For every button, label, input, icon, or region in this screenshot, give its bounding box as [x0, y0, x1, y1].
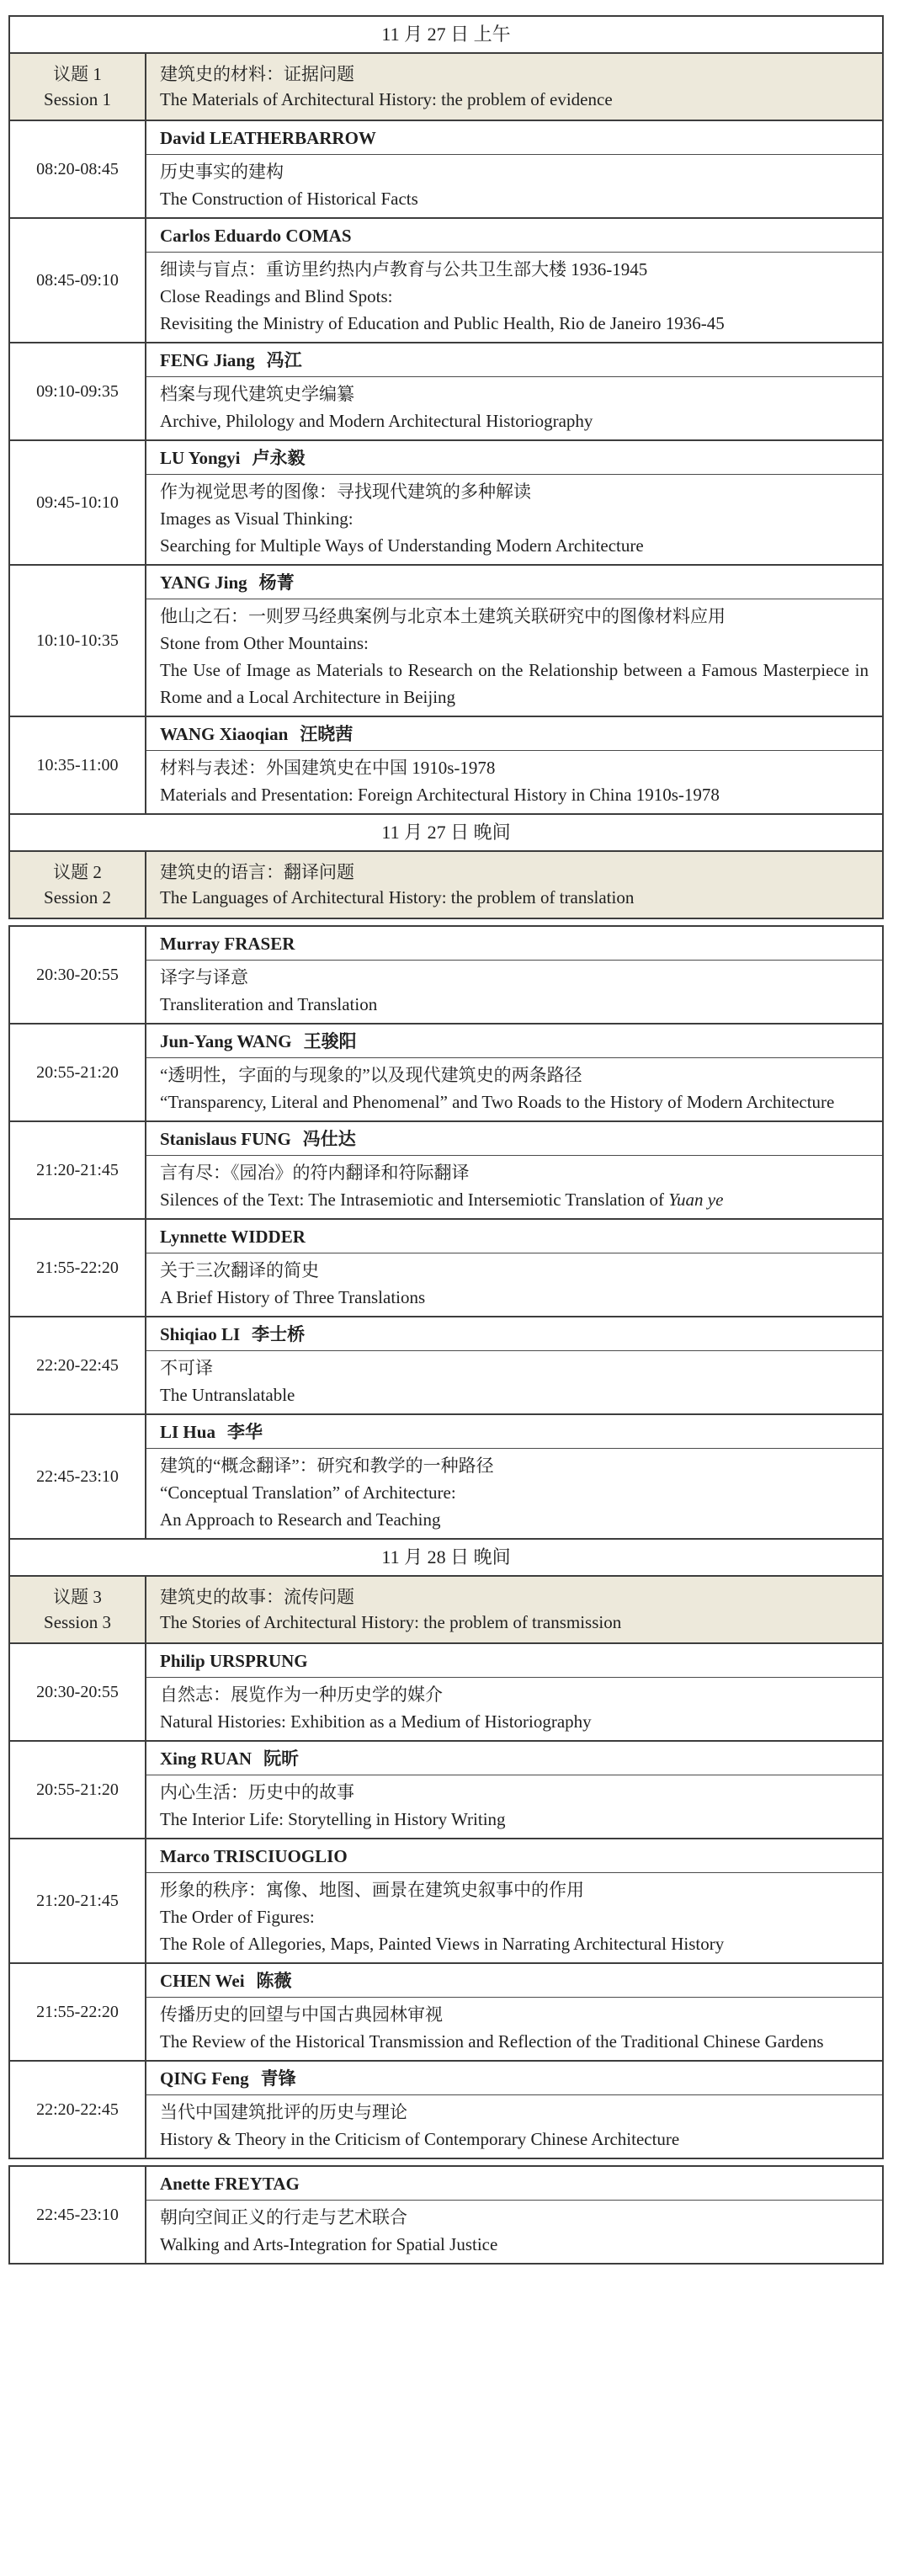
talk-content: [146, 1122, 882, 1218]
time-cell: [10, 1122, 146, 1218]
time-cell: [10, 1964, 146, 2060]
speaker-name-row: [146, 927, 882, 961]
talk-title-text: Silences of the Text: The Intrasemiotic and Intersemiotic Translation of: [160, 1190, 669, 1210]
talk-title-cell: [146, 751, 882, 813]
talk-row: [10, 927, 882, 1023]
speaker-name-row: [146, 1415, 882, 1449]
speaker-name-zh: 杨菁: [258, 572, 295, 593]
talk-title-line: [160, 1479, 869, 1506]
talk-title-cell: [146, 1156, 882, 1218]
session-number-zh: 议题 3: [53, 1587, 102, 1607]
talk-title-cell: [146, 2201, 882, 2263]
speaker-name-row: [146, 121, 882, 155]
session-title-en: The Languages of Architectural History: the problem of translation: [160, 887, 635, 907]
speaker-name-zh: 冯江: [266, 350, 302, 370]
talk-title-text: 不可译: [160, 1358, 213, 1378]
speaker-name-row: [146, 343, 882, 377]
session-number-en: Session 1: [44, 89, 111, 109]
session-number-cell: [10, 1577, 146, 1642]
talk-time: 08:45-09:10: [36, 271, 119, 290]
talk-time: 22:20-22:45: [36, 1356, 119, 1375]
talk-row: [10, 564, 882, 716]
time-cell: [10, 1839, 146, 1962]
talk-title-line: [160, 256, 869, 283]
time-cell: [10, 1415, 146, 1538]
talk-row: [10, 217, 882, 342]
time-cell: [10, 1644, 146, 1740]
talk-title-text: Searching for Multiple Ways of Understanding Modern Architecture: [160, 535, 644, 556]
talk-title-line: [160, 1779, 869, 1806]
talk-row: [10, 342, 882, 439]
talk-title-text: 档案与现代建筑史学编纂: [160, 384, 354, 404]
speaker-name-row: [146, 1644, 882, 1678]
talk-title-line: [160, 964, 869, 991]
talk-title-line: [160, 1903, 869, 1930]
talk-time: 09:45-10:10: [36, 493, 119, 512]
talk-content: [146, 1317, 882, 1413]
session-title-en: The Materials of Architectural History: the problem of evidence: [160, 89, 613, 109]
talk-title-text: Materials and Presentation: Foreign Architectural History in China 1910s-1978: [160, 785, 720, 805]
speaker-name-row: [146, 717, 882, 751]
talk-title-text: The Interior Life: Storytelling in History Writing: [160, 1809, 506, 1829]
talk-content: [146, 2062, 882, 2158]
talk-title-text: 他山之石：一则罗马经典案例与北京本土建筑关联研究中的图像材料应用: [160, 606, 726, 626]
time-cell: [10, 927, 146, 1023]
talk-time: 21:55-22:20: [36, 1259, 119, 1277]
speaker-name-row: [146, 2167, 882, 2201]
talk-title-text: 材料与表述：外国建筑史在中国 1910s-1978: [160, 758, 496, 778]
talk-content: [146, 1964, 882, 2060]
talk-title-text: “透明性，字面的与现象的”以及现代建筑史的两条路径: [160, 1065, 582, 1085]
talk-title-text: 细读与盲点：重访里约热内卢教育与公共卫生部大楼 1936-1945: [160, 259, 648, 279]
talk-title-text: History & Theory in the Criticism of Contemporary Chinese Architecture: [160, 2129, 680, 2149]
talk-title-cell: [146, 599, 882, 716]
talk-title-cell: [146, 377, 882, 439]
talk-row: [10, 2167, 882, 2263]
talk-title-line: [160, 505, 869, 532]
talk-title-line: [160, 1930, 869, 1957]
talk-time: 21:55-22:20: [36, 2003, 119, 2021]
session-number-zh: 议题 2: [53, 862, 102, 882]
talk-row: [10, 120, 882, 217]
talk-row: [10, 1023, 882, 1120]
talk-row: [10, 1218, 882, 1316]
talk-title-line: [160, 381, 869, 407]
talk-row: [10, 1413, 882, 1538]
speaker-name-en: Philip URSPRUNG: [160, 1651, 308, 1671]
session-number-zh: 议题 1: [53, 64, 102, 84]
speaker-name-row: [146, 441, 882, 475]
session-title-zh: 建筑史的故事：流传问题: [160, 1587, 354, 1607]
session-number-en: Session 3: [44, 1612, 111, 1632]
session-title-en: The Stories of Architectural History: the problem of transmission: [160, 1612, 622, 1632]
talk-title-text: The Use of Image as Materials to Research on the Relationship between a Famous Masterpiece in Rome and a Local Architecture in Beijing: [160, 660, 869, 707]
session-title-zh: 建筑史的材料：证据问题: [160, 64, 354, 84]
speaker-name-en: CHEN Wei: [160, 1971, 245, 1991]
speaker-name-en: Murray FRASER: [160, 934, 295, 954]
session-header-row: [10, 52, 882, 120]
date-header: 11 月 27 日 上午: [10, 17, 882, 52]
talk-content: [146, 1220, 882, 1316]
talk-title-text: 传播历史的回望与中国古典园林审视: [160, 2004, 443, 2025]
talk-title-cell: [146, 475, 882, 564]
time-cell: [10, 343, 146, 439]
talk-title-cell: [146, 155, 882, 217]
talk-title-text: The Untranslatable: [160, 1385, 295, 1405]
talk-title-cell: [146, 961, 882, 1023]
talk-title-text: 译字与译意: [160, 967, 248, 987]
speaker-name-en: Jun-Yang WANG: [160, 1031, 292, 1051]
talk-time: 20:55-21:20: [36, 1780, 119, 1799]
speaker-name-row: [146, 219, 882, 253]
talk-time: 10:35-11:00: [36, 756, 119, 774]
talk-title-text: Stone from Other Mountains:: [160, 633, 369, 653]
talk-time: 20:30-20:55: [36, 1683, 119, 1701]
talk-time: 20:30-20:55: [36, 966, 119, 984]
talk-title-text: 内心生活：历史中的故事: [160, 1782, 354, 1802]
talk-row: [10, 716, 882, 813]
time-cell: [10, 1220, 146, 1316]
speaker-name-row: [146, 2062, 882, 2095]
talk-title-line: [160, 158, 869, 185]
speaker-name-zh: 王骏阳: [303, 1031, 357, 1051]
speaker-name-en: WANG Xiaoqian: [160, 724, 289, 744]
talk-title-cell: [146, 1058, 882, 1120]
speaker-name-row: [146, 566, 882, 599]
time-cell: [10, 1742, 146, 1838]
date-header: 11 月 28 日 晚间: [10, 1538, 882, 1575]
talk-title-text: The Review of the Historical Transmission and Reflection of the Traditional Chinese Gardens: [160, 2031, 824, 2052]
talk-title-line: [160, 754, 869, 781]
talk-title-text: The Construction of Historical Facts: [160, 189, 418, 209]
talk-title-line: [160, 1284, 869, 1311]
speaker-name-zh: 青锋: [260, 2068, 296, 2089]
talk-title-text: An Approach to Research and Teaching: [160, 1509, 441, 1530]
talk-content: [146, 566, 882, 716]
talk-title-text: 关于三次翻译的简史: [160, 1260, 319, 1280]
talk-title-line: [160, 1681, 869, 1708]
talk-title-text: A Brief History of Three Translations: [160, 1287, 426, 1307]
speaker-name-row: [146, 1220, 882, 1253]
speaker-name-zh: 李华: [226, 1422, 263, 1442]
talk-title-cell: [146, 2095, 882, 2158]
speaker-name-row: [146, 1317, 882, 1351]
speaker-name-en: Shiqiao LI: [160, 1324, 241, 1344]
talk-content: [146, 1839, 882, 1962]
speaker-name-en: LI Hua: [160, 1422, 215, 1442]
talk-title-text: “Transparency, Literal and Phenomenal” and Two Roads to the History of Modern Architecture: [160, 1092, 835, 1112]
talk-title-line: [160, 2028, 869, 2055]
speaker-name-en: Stanislaus FUNG: [160, 1129, 291, 1149]
talk-title-text: 自然志：展览作为一种历史学的媒介: [160, 1685, 443, 1705]
talk-title-line: [160, 532, 869, 559]
talk-title-text: 朝向空间正义的行走与艺术联合: [160, 2207, 407, 2227]
talk-title-line: [160, 1381, 869, 1408]
talk-content: [146, 717, 882, 813]
talk-title-line: [160, 1257, 869, 1284]
talk-title-line: [160, 630, 869, 657]
talk-row: [10, 439, 882, 564]
time-cell: [10, 2167, 146, 2263]
talk-time: 08:20-08:45: [36, 160, 119, 178]
talk-content: [146, 1644, 882, 1740]
speaker-name-row: [146, 1122, 882, 1156]
time-cell: [10, 2062, 146, 2158]
speaker-name-zh: 阮昕: [263, 1748, 300, 1769]
talk-title-line: [160, 1186, 869, 1213]
talk-title-cell: [146, 1449, 882, 1538]
talk-title-italic: Yuan ye: [668, 1190, 724, 1210]
talk-content: [146, 219, 882, 342]
talk-title-text: Transliteration and Translation: [160, 994, 378, 1014]
speaker-name-zh: 陈薇: [256, 1971, 292, 1991]
talk-title-text: The Order of Figures:: [160, 1907, 315, 1927]
talk-title-line: [160, 657, 869, 711]
speaker-name-row: [146, 1742, 882, 1775]
talk-content: [146, 121, 882, 217]
speaker-name-en: Marco TRISCIUOGLIO: [160, 1846, 348, 1866]
talk-title-line: [160, 2001, 869, 2028]
talk-title-text: 建筑的“概念翻译”：研究和教学的一种路径: [160, 1456, 494, 1476]
talk-title-line: [160, 283, 869, 310]
talk-title-cell: [146, 1998, 882, 2060]
talk-title-text: Walking and Arts-Integration for Spatial Justice: [160, 2234, 498, 2254]
speaker-name-en: Carlos Eduardo COMAS: [160, 226, 352, 246]
date-header: 11 月 27 日 晚间: [10, 813, 882, 850]
talk-row: [10, 1316, 882, 1413]
speaker-name-zh: 汪晓茜: [300, 724, 354, 744]
talk-title-text: 历史事实的建构: [160, 162, 284, 182]
talk-content: [146, 1025, 882, 1120]
schedule-table-section: [8, 925, 884, 2159]
speaker-name-row: [146, 1839, 882, 1873]
speaker-name-en: David LEATHERBARROW: [160, 128, 376, 148]
talk-row: [10, 1838, 882, 1962]
talk-title-cell: [146, 253, 882, 342]
talk-title-cell: [146, 1253, 882, 1316]
talk-title-cell: [146, 1678, 882, 1740]
speaker-name-row: [146, 1025, 882, 1058]
schedule-table-section: [8, 2165, 884, 2265]
talk-title-line: [160, 2099, 869, 2126]
talk-title-text: Images as Visual Thinking:: [160, 508, 354, 529]
talk-title-text: Archive, Philology and Modern Architectural Historiography: [160, 411, 593, 431]
talk-title-line: [160, 603, 869, 630]
speaker-name-zh: 李士桥: [252, 1324, 306, 1344]
talk-content: [146, 927, 882, 1023]
talk-title-line: [160, 1708, 869, 1735]
time-cell: [10, 1317, 146, 1413]
speaker-name-zh: 卢永毅: [252, 448, 306, 468]
talk-content: [146, 1415, 882, 1538]
talk-title-line: [160, 478, 869, 505]
talk-title-line: [160, 2231, 869, 2258]
talk-time: 22:45-23:10: [36, 2206, 119, 2224]
talk-time: 10:10-10:35: [36, 631, 119, 650]
talk-time: 20:55-21:20: [36, 1063, 119, 1082]
time-cell: [10, 441, 146, 564]
talk-content: [146, 343, 882, 439]
talk-title-text: Natural Histories: Exhibition as a Medium of Historiography: [160, 1711, 592, 1732]
talk-title-line: [160, 1062, 869, 1088]
session-title-cell: [146, 1577, 882, 1642]
talk-title-cell: [146, 1775, 882, 1838]
talk-title-line: [160, 310, 869, 337]
talk-title-line: [160, 1355, 869, 1381]
session-number-en: Session 2: [44, 887, 111, 907]
talk-title-line: [160, 1506, 869, 1533]
talk-time: 21:20-21:45: [36, 1161, 119, 1179]
session-header-row: [10, 1575, 882, 1642]
talk-title-line: [160, 407, 869, 434]
speaker-name-en: QING Feng: [160, 2068, 249, 2089]
talk-title-text: Close Readings and Blind Spots:: [160, 286, 393, 306]
session-title-cell: [146, 852, 882, 918]
speaker-name-en: FENG Jiang: [160, 350, 255, 370]
session-header-row: [10, 850, 882, 918]
talk-title-line: [160, 185, 869, 212]
talk-title-text: The Role of Allegories, Maps, Painted Views in Narrating Architectural History: [160, 1934, 725, 1954]
talk-title-text: 作为视觉思考的图像：寻找现代建筑的多种解读: [160, 482, 531, 502]
talk-title-line: [160, 1806, 869, 1833]
talk-time: 22:45-23:10: [36, 1467, 119, 1486]
session-title-cell: [146, 54, 882, 120]
speaker-name-row: [146, 1964, 882, 1998]
talk-row: [10, 1962, 882, 2060]
session-number-cell: [10, 54, 146, 120]
talk-content: [146, 1742, 882, 1838]
talk-row: [10, 1642, 882, 1740]
talk-title-text: “Conceptual Translation” of Architecture:: [160, 1482, 456, 1503]
talk-time: 22:20-22:45: [36, 2100, 119, 2119]
talk-content: [146, 441, 882, 564]
session-number-cell: [10, 852, 146, 918]
talk-time: 09:10-09:35: [36, 382, 119, 401]
time-cell: [10, 566, 146, 716]
talk-title-cell: [146, 1351, 882, 1413]
talk-title-line: [160, 991, 869, 1018]
speaker-name-en: Anette FREYTAG: [160, 2174, 300, 2194]
talk-row: [10, 1120, 882, 1218]
talk-title-text: 形象的秩序：寓像、地图、画景在建筑史叙事中的作用: [160, 1880, 584, 1900]
talk-title-text: 言有尽：《园冶》的符内翻译和符际翻译: [160, 1163, 470, 1183]
talk-row: [10, 2060, 882, 2158]
session-title-zh: 建筑史的语言：翻译问题: [160, 862, 354, 882]
talk-title-text: Revisiting the Ministry of Education and Public Health, Rio de Janeiro 1936-45: [160, 313, 725, 333]
time-cell: [10, 219, 146, 342]
time-cell: [10, 717, 146, 813]
talk-title-line: [160, 1452, 869, 1479]
speaker-name-en: LU Yongyi: [160, 448, 241, 468]
talk-title-text: 当代中国建筑批评的历史与理论: [160, 2102, 407, 2122]
talk-time: 21:20-21:45: [36, 1892, 119, 1910]
talk-title-line: [160, 781, 869, 808]
time-cell: [10, 1025, 146, 1120]
talk-title-line: [160, 1159, 869, 1186]
speaker-name-en: Lynnette WIDDER: [160, 1227, 306, 1247]
schedule-table-section: [8, 15, 884, 919]
speaker-name-en: Xing RUAN: [160, 1748, 252, 1769]
talk-title-line: [160, 2204, 869, 2231]
speaker-name-en: YANG Jing: [160, 572, 247, 593]
time-cell: [10, 121, 146, 217]
talk-title-line: [160, 1876, 869, 1903]
talk-content: [146, 2167, 882, 2263]
speaker-name-zh: 冯仕达: [302, 1129, 356, 1149]
talk-row: [10, 1740, 882, 1838]
talk-title-line: [160, 2126, 869, 2153]
talk-title-line: [160, 1088, 869, 1115]
talk-title-cell: [146, 1873, 882, 1962]
